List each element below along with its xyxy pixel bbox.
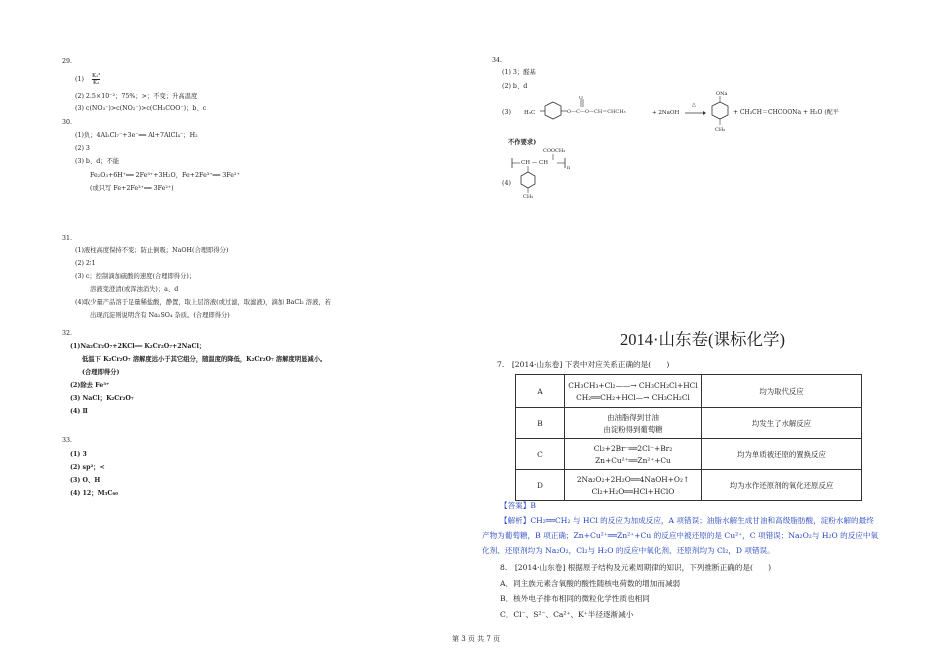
q34-polymer-chain: CH — CH (521, 160, 549, 166)
page-footer: 第 3 页 共 7 页 (452, 635, 501, 643)
q34-polymer-n: n (567, 166, 571, 171)
q34-line1: (1) 3；醛基 (502, 69, 536, 76)
q29-fraction (92, 73, 101, 86)
q34-number: 34. (492, 57, 503, 64)
q7-row-label: D (516, 470, 565, 501)
q30-number: 30. (62, 119, 73, 126)
q32-line3: (合理即得分) (82, 369, 120, 376)
q7-row-result: 均为取代反应 (702, 375, 862, 408)
q7-row-label: C (516, 439, 565, 470)
q30-line3: (3) b、d；不能 (75, 158, 120, 165)
q29-fraction-numerator: K₁² (91, 73, 101, 79)
q7-row-a (516, 375, 862, 408)
q7-row-d (516, 470, 862, 501)
q33-number: 33. (62, 437, 73, 444)
q29-line2: (2) 2.5×10⁻²；75%；>；不变；升高温度 (75, 93, 198, 100)
q31-line3: (3) c；控制滴加硫酸的速度(合理即得分)； (75, 273, 196, 280)
q32-line1: (1)Na₂Cr₂O₇+2KCl══ K₂Cr₂O₇+2NaCl； (70, 343, 206, 350)
q7-row-reactions (565, 408, 702, 439)
q29-line1 (75, 73, 100, 86)
q34-polymer-cooch3: COOCH₃ (543, 148, 566, 154)
svg-text:O: O (579, 96, 583, 101)
q31-line2: (2) 2∶1 (75, 260, 96, 267)
q7-reaction-line: 由淀粉得到葡萄糖 (603, 424, 663, 434)
q7-answer: 【答案】B (500, 501, 536, 510)
q7-row-c (516, 439, 862, 470)
q29-fraction-denominator: K₂ (93, 80, 100, 86)
q33-line1: (1) 3 (70, 451, 87, 458)
q8-option-a: A．同主族元素含氧酸的酸性随核电荷数的增加而减弱 (500, 579, 681, 588)
q34-reaction-arrow (684, 110, 706, 116)
q34-reaction-structure (537, 96, 652, 124)
q34-note: 不作要求) (508, 139, 537, 146)
q7-row-result: 均为水作还原剂的氧化还原反应 (702, 470, 862, 501)
q7-reaction-line: Cl₂+H₂O══HCl+HClO (591, 486, 675, 496)
q7-row-reactions (565, 439, 702, 470)
q34-line3-prefix: (3) (502, 109, 511, 116)
svg-text:O—C—O—CH＝CHCH₃: O—C—O—CH＝CHCH₃ (567, 109, 626, 115)
q31-number: 31. (62, 235, 73, 242)
q7-row-label: A (516, 375, 565, 408)
q31-line4: 溶液变澄清(或浑浊消失)；a、d (90, 286, 179, 293)
q7-reaction-line: Cl₂+2Br⁻══2Cl⁻+Br₂ (593, 443, 673, 453)
q34-reactant-methyl: H₃C (524, 110, 536, 116)
q34-products: + CH₃CH＝CHCOONa + H₂O (配平 (733, 109, 839, 116)
q31-line1: (1)液柱高度保持不变；防止倒吸；NaOH(合理即得分) (75, 247, 229, 254)
q7-table (515, 374, 862, 501)
q8-option-c: C．Cl⁻、S²⁻、Ca²⁺、K⁺半径逐渐减小 (500, 610, 634, 619)
q33-line2: (2) sp²；< (70, 464, 105, 471)
q7-row-reactions (565, 470, 702, 501)
q7-row-result: 均为单质被还原的置换反应 (702, 439, 862, 470)
q7-reaction-line: 由油脂得到甘油 (607, 412, 659, 422)
q33-line4: (4) 12；M₃C₆₀ (70, 490, 118, 497)
q7-reaction-line: CH₃CH₃+Cl₂——→ CH₃CH₂Cl+HCl (568, 380, 698, 390)
q34-line2: (2) b、d (502, 83, 528, 90)
q31-line5: (4)取少量产品溶于足量稀盐酸，静置，取上层溶液(或过滤，取滤液)，滴加 BaCl₂ 溶液，若 (75, 299, 331, 306)
q7-reaction-line: 2Na₂O₂+2H₂O══4NaOH+O₂↑ (576, 474, 690, 484)
q34-polymer-ch3: CH₃ (523, 194, 534, 200)
q7-row-b (516, 408, 862, 439)
q29-line3: (3) c(NO₃⁻)>c(NO₂⁻)>c(CH₃COO⁻)；b、c (75, 105, 207, 112)
q8-option-b: B．核外电子排布相同的微粒化学性质也相同 (500, 594, 650, 603)
q7-analysis-line2: 产物为葡萄糖，B 项正确；Zn+Cu²⁺══Zn²⁺+Cu 的反应中被还原的是 Cu²⁺，C 项错误；Na₂O₂与 H₂O 的反应中氧 (482, 531, 879, 540)
q7-analysis-line1: 【解析】CH₂══CH₂ 与 HCl 的反应为加成反应，A 项错误；油脂水解生成甘油和高级脂肪酸，淀粉水解的最终 (500, 516, 874, 525)
q34-reagent: + 2NaOH (652, 110, 680, 116)
q32-line2: 低温下 K₂Cr₂O₇ 溶解度远小于其它组分，随温度的降低，K₂Cr₂O₇ 溶解度明显减小。 (82, 356, 327, 363)
q30-line1: (1)负；4Al₂Cl₇⁻+3e⁻══ Al+7AlCl₄⁻；H₂ (75, 132, 198, 139)
q34-product-ch3: CH₃ (715, 127, 726, 133)
q34-product-ona: ONa (716, 91, 728, 97)
q30-line4: Fe₂O₃+6H⁺══ 2Fe³⁺+3H₂O，Fe+2Fe³⁺══ 3Fe²⁺ (90, 172, 240, 179)
q34-heat-label: △ (692, 102, 696, 108)
q8-stem: 8. [2014·山东卷] 根据原子结构及元素周期律的知识，下列推断正确的是( ) (500, 563, 772, 572)
q33-line3: (3) O、H (70, 477, 101, 484)
q7-analysis-line3: 化剂、还原剂均为 Na₂O₂，Cl₂与 H₂O 的反应中氧化剂、还原剂均为 Cl₂，D 项错误。 (482, 546, 775, 555)
q32-line5: (3) NaCl；K₂Cr₂O₇ (70, 395, 134, 402)
q7-row-reactions (565, 375, 702, 408)
q29-number: 29. (62, 58, 73, 65)
q7-reaction-line: CH₂══CH₂+HCl—→ CH₃CH₂Cl (576, 392, 690, 402)
q32-number: 32. (62, 330, 73, 337)
q7-reaction-line: Zn+Cu²⁺══Zn²⁺+Cu (595, 455, 671, 465)
q7-row-label: B (516, 408, 565, 439)
q32-line4: (2)除去 Fe³⁺ (70, 382, 110, 389)
q30-line2: (2) 3 (75, 145, 90, 152)
q7-row-result: 均发生了水解反应 (702, 408, 862, 439)
q7-stem: 7. [2014·山东卷] 下表中对应关系正确的是( ) (497, 360, 670, 369)
section-title: 2014·山东卷(课标化学) (620, 330, 785, 349)
q30-line5: (或只写 Fe+2Fe³⁺══ 3Fe²⁺) (90, 185, 174, 192)
q31-line6: 出现沉淀则说明含有 Na₂SO₄ 杂质。(合理即得分) (90, 312, 230, 319)
q29-line1-prefix: (1) (75, 76, 84, 83)
q32-line6: (4) Ⅱ (70, 408, 88, 415)
q34-line4-prefix: (4) (502, 180, 511, 187)
